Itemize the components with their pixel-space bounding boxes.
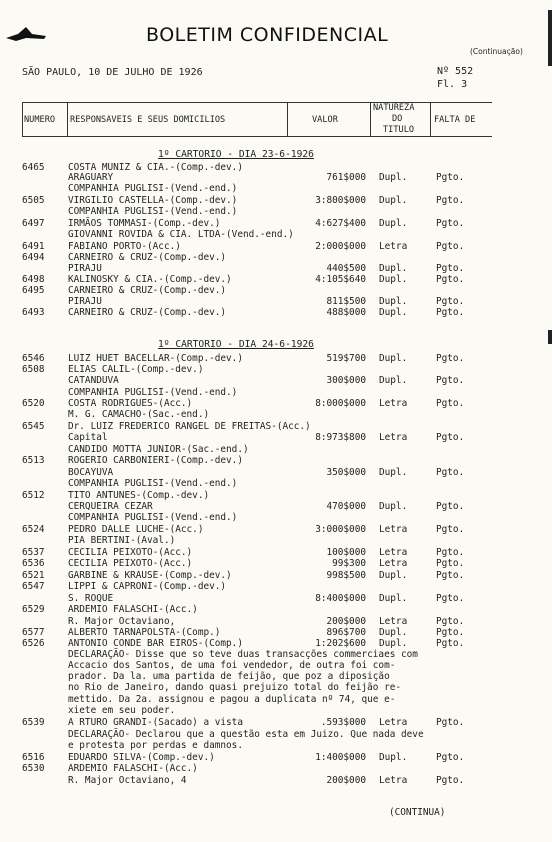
entry-valor: 1:202$600 [315, 638, 366, 649]
entry-number: 6524 [22, 524, 45, 535]
entry-responsavel: CATANDUVA [68, 375, 119, 386]
entry-responsavel: PEDRO DALLE LUCHE-(Acc.) [68, 524, 204, 535]
col-numero: NUMERO [24, 115, 56, 125]
entry-falta: Pgto. [436, 570, 465, 581]
col-valor: VALOR [312, 115, 338, 125]
entry-responsavel: PIRAJU [68, 296, 102, 307]
continuation-label: (Continuação) [470, 47, 523, 56]
entry-responsavel: R. Major Octaviano, 4 [68, 775, 187, 786]
col-responsaveis: RESPONSAVEIS E SEUS DOMICILIOS [70, 115, 226, 125]
entry-valor: 998$500 [326, 570, 366, 581]
entry-responsavel: GARBINE & KRAUSE-(Comp.-dev.) [68, 570, 232, 581]
entry-responsavel: R. Major Octaviano, [68, 616, 176, 627]
entry-responsavel: DECLARAÇÃO- Declarou que a questão esta em Juizo. Que nada deve [68, 729, 424, 740]
entry-valor: 488$000 [326, 307, 366, 318]
entry-number: 6495 [22, 285, 45, 296]
col-natureza: NATUREZA [373, 103, 415, 113]
entry-titulo: Dupl. [379, 593, 408, 604]
entry-number: 6521 [22, 570, 45, 581]
entry-number: 6498 [22, 274, 45, 285]
entry-falta: Pgto. [436, 375, 465, 386]
entry-falta: Pgto. [436, 307, 465, 318]
bulletin-number: Nº 552 [437, 66, 474, 77]
entry-responsavel: e protesta por perdas e damnos. [68, 740, 243, 751]
entry-responsavel: ROGERIO CARBONIERI-(Comp.-dev.) [68, 455, 243, 466]
entry-valor: 4:105$640 [315, 274, 366, 285]
entry-responsavel: GIOVANNI ROVIDA & CIA. LTDA-(Vend.-end.) [68, 229, 294, 240]
entry-responsavel: ARAGUARY [68, 172, 114, 183]
entry-responsavel: CECILIA PEIXOTO-(Acc.) [68, 558, 193, 569]
col-natureza-do: DO [392, 114, 403, 124]
entry-responsavel: DECLARAÇÃO- Disse que so teve duas transacções commerciaes com [68, 649, 418, 660]
entry-responsavel: prador. Da la. uma partida de feijão, que poz a diposição [68, 671, 390, 682]
entry-titulo: Dupl. [379, 467, 408, 478]
entry-number: 6494 [22, 252, 45, 263]
entry-number: 6539 [22, 717, 45, 728]
entry-responsavel: CARNEIRO & CRUZ-(Comp.-dev.) [68, 285, 227, 296]
entry-titulo: Letra [379, 398, 408, 409]
entry-responsavel: COMPANHIA PUGLISI-(Vend.-end.) [68, 387, 238, 398]
entry-falta: Pgto. [436, 775, 465, 786]
entry-valor: 519$700 [326, 353, 366, 364]
entry-titulo: Letra [379, 547, 408, 558]
entry-responsavel: xiete em seu poder. [68, 705, 176, 716]
entry-number: 6547 [22, 581, 45, 592]
entry-number: 6526 [22, 638, 45, 649]
entry-responsavel: KALINOSKY & CIA.-(Comp.-dev.) [68, 274, 232, 285]
entry-responsavel: mettido. Da 2a. assignou e pagou a duplicata nº 74, que e- [68, 694, 396, 705]
entry-valor: 896$700 [326, 627, 366, 638]
col-natureza-titulo: TITULO [383, 125, 415, 135]
place-date: SÃO PAULO, 10 DE JULHO DE 1926 [22, 67, 203, 78]
entry-responsavel: ANTONIO CONDE BAR EIROS-(Comp.) [68, 638, 243, 649]
entry-responsavel: PIA BERTINI-(Aval.) [68, 535, 176, 546]
entry-titulo: Letra [379, 524, 408, 535]
entry-falta: Pgto. [436, 593, 465, 604]
entry-falta: Pgto. [436, 467, 465, 478]
entry-responsavel: COMPANHIA PUGLISI-(Vend.-end.) [68, 183, 238, 194]
entry-titulo: Letra [379, 775, 408, 786]
entry-valor: 2:000$000 [315, 241, 366, 252]
entry-responsavel: Accacio dos Santos, de uma foi vendedor, de outra foi com- [68, 660, 396, 671]
entry-responsavel: CANDIDO MOTTA JUNIOR-(Sac.-end.) [68, 444, 249, 455]
entry-falta: Pgto. [436, 398, 465, 409]
entry-titulo: Letra [379, 717, 408, 728]
entry-valor: 440$500 [326, 263, 366, 274]
entry-valor: 350$000 [326, 467, 366, 478]
entry-valor: 3:800$000 [315, 195, 366, 206]
entry-responsavel: CARNEIRO & CRUZ-(Comp.-dev.) [68, 252, 227, 263]
entry-responsavel: Capital [68, 432, 108, 443]
continua-label: (CONTINUA) [389, 807, 446, 818]
ink-mark-decoration [6, 24, 50, 44]
col-falta: FALTA DE [434, 115, 476, 125]
entry-titulo: Dupl. [379, 501, 408, 512]
entry-responsavel: M. G. CAMACHO-(Sac.-end.) [68, 409, 210, 420]
entry-number: 6497 [22, 218, 45, 229]
page-edge-mark [548, 330, 552, 344]
entry-titulo: Dupl. [379, 353, 408, 364]
entry-titulo: Dupl. [379, 375, 408, 386]
entry-number: 6546 [22, 353, 45, 364]
entry-valor: 99$300 [332, 558, 366, 569]
page-title: BOLETIM CONFIDENCIAL [146, 24, 389, 46]
entry-titulo: Dupl. [379, 638, 408, 649]
entry-falta: Pgto. [436, 501, 465, 512]
entry-titulo: Letra [379, 558, 408, 569]
entry-valor: 4:627$400 [315, 218, 366, 229]
entry-responsavel: ALBERTO TARNAPOLSTA-(Comp.) [68, 627, 221, 638]
entry-titulo: Dupl. [379, 296, 408, 307]
entry-titulo: Dupl. [379, 263, 408, 274]
section-heading: 1º CARTORIO - DIA 23-6-1926 [158, 149, 314, 160]
entry-number: 6505 [22, 195, 45, 206]
entry-responsavel: COMPANHIA PUGLISI-(Vend.-end.) [68, 478, 238, 489]
entry-responsavel: PIRAJU [68, 263, 102, 274]
entry-number: 6512 [22, 490, 45, 501]
entry-responsavel: no Rio de Janeiro, dando quasi prejuizo total do feijão re- [68, 682, 402, 693]
entry-responsavel: COMPANHIA PUGLISI-(Vend.-end.) [68, 206, 238, 217]
entry-number: 6520 [22, 398, 45, 409]
entry-number: 6529 [22, 604, 45, 615]
entry-falta: Pgto. [436, 547, 465, 558]
entry-valor: 8:400$000 [315, 593, 366, 604]
entry-responsavel: ARDEMIO FALASCHI-(Acc.) [68, 763, 198, 774]
entry-responsavel: CERQUEIRA CEZAR [68, 501, 153, 512]
entry-titulo: Dupl. [379, 307, 408, 318]
entry-falta: Pgto. [436, 296, 465, 307]
entry-titulo: Dupl. [379, 195, 408, 206]
entry-valor: 8:000$000 [315, 398, 366, 409]
entry-valor: 200$000 [326, 775, 366, 786]
entry-responsavel: S. ROQUE [68, 593, 114, 604]
entry-valor: 3:000$000 [315, 524, 366, 535]
entry-falta: Pgto. [436, 218, 465, 229]
entry-titulo: Dupl. [379, 274, 408, 285]
entry-responsavel: TITO ANTUNES-(Comp.-dev.) [68, 490, 210, 501]
entry-titulo: Letra [379, 616, 408, 627]
entry-responsavel: BOCAYUVA [68, 467, 114, 478]
entry-valor: 100$000 [326, 547, 366, 558]
entry-titulo: Dupl. [379, 752, 408, 763]
section-heading: 1º CARTORIO - DIA 24-6-1926 [158, 339, 314, 350]
entry-titulo: Dupl. [379, 218, 408, 229]
entry-responsavel: ARDEMIO FALASCHI-(Acc.) [68, 604, 198, 615]
entry-falta: Pgto. [436, 263, 465, 274]
entry-number: 6577 [22, 627, 45, 638]
entry-falta: Pgto. [436, 627, 465, 638]
entry-falta: Pgto. [436, 752, 465, 763]
entry-responsavel: IRMÃOS TOMMASI-(Comp.-dev.) [68, 218, 221, 229]
entry-number: 6465 [22, 162, 45, 173]
entry-valor: 811$500 [326, 296, 366, 307]
entry-number: 6493 [22, 307, 45, 318]
page-edge-mark [548, 10, 552, 66]
entry-falta: Pgto. [436, 616, 465, 627]
entry-titulo: Dupl. [379, 570, 408, 581]
entry-number: 6545 [22, 421, 45, 432]
entry-number: 6536 [22, 558, 45, 569]
entry-responsavel: VIRGILIO CASTELLA-(Comp.-dev.) [68, 195, 238, 206]
entry-responsavel: CARNEIRO & CRUZ-(Comp.-dev.) [68, 307, 227, 318]
entry-responsavel: CECILIA PEIXOTO-(Acc.) [68, 547, 193, 558]
entry-valor: 1:400$000 [315, 752, 366, 763]
entry-valor: 470$000 [326, 501, 366, 512]
entry-titulo: Dupl. [379, 172, 408, 183]
entry-titulo: Dupl. [379, 627, 408, 638]
entry-falta: Pgto. [436, 241, 465, 252]
entry-responsavel: COMPANHIA PUGLISI-(Vend.-end.) [68, 512, 238, 523]
entry-falta: Pgto. [436, 558, 465, 569]
entry-falta: Pgto. [436, 432, 465, 443]
entry-number: 6491 [22, 241, 45, 252]
entry-number: 6537 [22, 547, 45, 558]
entry-valor: 761$000 [326, 172, 366, 183]
entry-falta: Pgto. [436, 353, 465, 364]
entry-number: 6530 [22, 763, 45, 774]
entry-falta: Pgto. [436, 524, 465, 535]
entry-falta: Pgto. [436, 638, 465, 649]
entry-falta: Pgto. [436, 195, 465, 206]
entry-falta: Pgto. [436, 172, 465, 183]
entry-falta: Pgto. [436, 717, 465, 728]
entry-responsavel: LUIZ HUET BACELLAR-(Comp.-dev.) [68, 353, 243, 364]
entry-valor: 8:973$800 [315, 432, 366, 443]
entry-responsavel: LIPPI & CAPRONI-(Comp.-dev.) [68, 581, 227, 592]
entry-number: 6513 [22, 455, 45, 466]
entry-valor: 300$000 [326, 375, 366, 386]
entry-responsavel: A RTURO GRANDI-(Sacado) a vista [68, 717, 243, 728]
entry-valor: .593$000 [320, 717, 366, 728]
sheet-number: Fl. 3 [437, 79, 468, 90]
entry-responsavel: Dr. LUIZ FREDERICO RANGEL DE FREITAS-(Acc.) [68, 421, 311, 432]
entry-titulo: Letra [379, 241, 408, 252]
entry-titulo: Letra [379, 432, 408, 443]
entry-number: 6508 [22, 364, 45, 375]
entry-falta: Pgto. [436, 274, 465, 285]
entry-responsavel: ELIAS CALIL-(Comp.-dev.) [68, 364, 204, 375]
entry-number: 6516 [22, 752, 45, 763]
entry-responsavel: COSTA MUNIZ & CIA.-(Comp.-dev.) [68, 162, 243, 173]
entry-valor: 200$000 [326, 616, 366, 627]
entry-responsavel: FABIANO PORTO-(Acc.) [68, 241, 181, 252]
entry-responsavel: EDUARDO SILVA-(Comp.-dev.) [68, 752, 215, 763]
entry-responsavel: COSTA RODRIGUES-(Acc.) [68, 398, 193, 409]
